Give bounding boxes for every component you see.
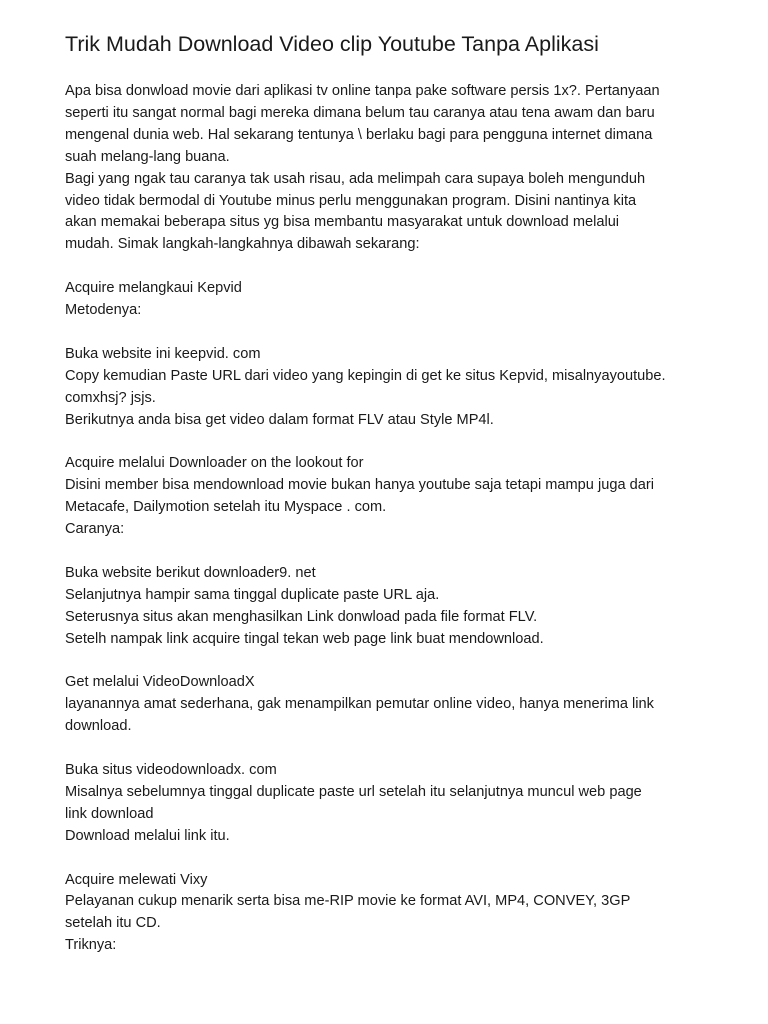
text-line: setelah itu CD. — [65, 915, 161, 932]
paragraph-kepvid-steps — [65, 344, 715, 432]
text-line: Disini member bisa mendownload movie bukan hanya youtube saja tetapi mampu juga dari — [65, 477, 654, 494]
document-body — [65, 81, 715, 957]
section-heading: Acquire melalui Downloader on the lookout for — [65, 455, 364, 472]
paragraph-vixy-heading — [65, 870, 715, 958]
text-line: seperti itu sangat normal bagi mereka dimana belum tau caranya atau tena awam dan baru — [65, 104, 655, 121]
text-line: video tidak bermodal di Youtube minus perlu menggunakan program. Disini nantinya kita — [65, 192, 637, 209]
text-line: Caranya: — [65, 521, 125, 538]
text-line: comxhsj? jsjs. — [65, 389, 156, 406]
text-line: layanannya amat sederhana, gak menampilkan pemutar online video, hanya menerima link — [65, 696, 654, 713]
text-line: Buka situs videodownloadx. com — [65, 762, 277, 778]
text-line: Metodenya: — [65, 302, 142, 319]
text-line: Bagi yang ngak tau caranya tak usah risau, ada melimpah cara supaya boleh mengunduh — [65, 170, 646, 187]
text-line: Apa bisa donwload movie dari aplikasi tv online tanpa pake software persis 1x?. Pertanyaan — [65, 83, 660, 99]
paragraph-videodownloadx-steps — [65, 760, 715, 848]
paragraph-videodownloadx-heading — [65, 672, 715, 738]
text-line: mudah. Simak langkah-langkahnya dibawah sekarang: — [65, 236, 420, 253]
text-line: Seterusnya situs akan menghasilkan Link donwload pada file format FLV. — [65, 608, 538, 625]
text-line: akan memakai beberapa situs yg bisa membantu masyarakat untuk download melalui — [65, 214, 620, 231]
text-line: Download melalui link itu. — [65, 827, 230, 844]
text-line: Misalnya sebelumnya tinggal duplicate paste url setelah itu selanjutnya muncul web page — [65, 783, 642, 800]
text-line: Metacafe, Dailymotion setelah itu Myspace . com. — [65, 499, 387, 516]
document-title: Trik Mudah Download Video clip Youtube Tanpa Aplikasi — [65, 32, 599, 56]
paragraph-intro — [65, 81, 715, 256]
text-line: download. — [65, 718, 132, 735]
text-line: mengenal dunia web. Hal sekarang tentunya \ berlaku bagi para pengguna internet dimana — [65, 126, 653, 143]
paragraph-downloader-heading — [65, 453, 715, 541]
text-line: Berikutnya anda bisa get video dalam format FLV atau Style MP4l. — [65, 411, 494, 428]
text-line: link download — [65, 805, 154, 822]
text-line: Buka website ini keepvid. com — [65, 345, 261, 362]
text-line: suah melang-lang buana. — [65, 148, 230, 165]
paragraph-downloader-steps — [65, 563, 715, 651]
document-page — [65, 30, 715, 979]
text-line: Setelh nampak link acquire tingal tekan web page link buat mendownload. — [65, 630, 544, 647]
text-line: Triknya: — [65, 937, 117, 954]
section-heading: Acquire melewati Vixy — [65, 871, 208, 888]
section-heading: Acquire melangkaui Kepvid — [65, 280, 242, 297]
text-line: Buka website berikut downloader9. net — [65, 564, 316, 581]
text-line: Copy kemudian Paste URL dari video yang kepingin di get ke situs Kepvid, misalnyayoutube. — [65, 367, 666, 384]
paragraph-kepvid-heading — [65, 278, 715, 322]
text-line: Selanjutnya hampir sama tinggal duplicate paste URL aja. — [65, 586, 440, 603]
text-line: Pelayanan cukup menarik serta bisa me-RIP movie ke format AVI, MP4, CONVEY, 3GP — [65, 893, 631, 910]
section-heading: Get melalui VideoDownloadX — [65, 674, 255, 691]
